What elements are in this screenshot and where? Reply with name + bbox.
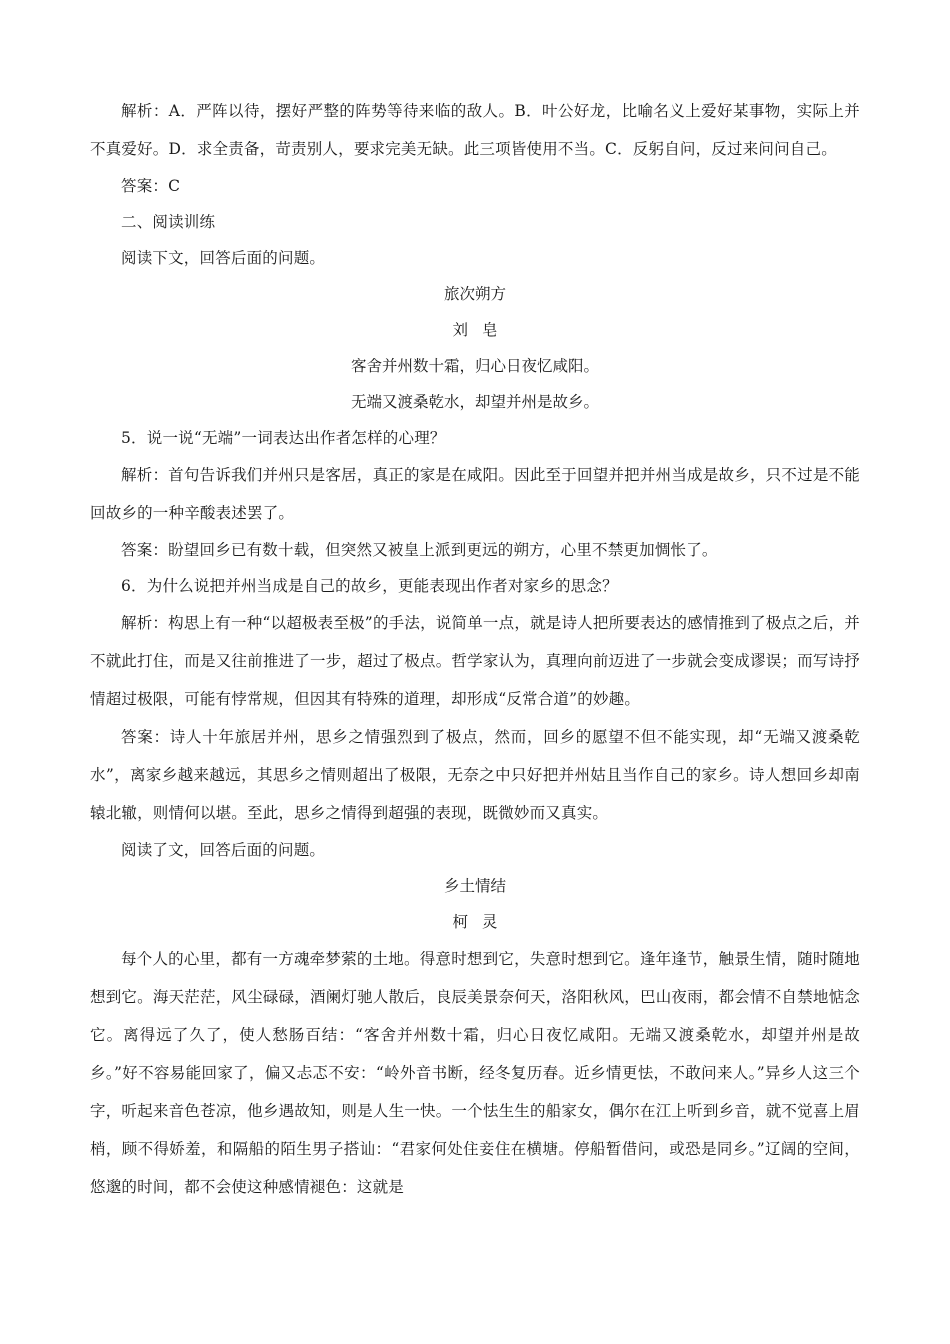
poem-line-2: 无端又渡桑乾水，却望并州是故乡。	[350, 393, 599, 411]
q6-question: 6．为什么说把并州当成是自己的故乡，更能表现出作者对家乡的思念？	[121, 577, 618, 595]
q4-analysis: 解析：A．严阵以待，摆好严整的阵势等待来临的敌人。B．叶公好龙，比喻名义上爱好某事物，实际上并不真爱好。D．求全责备，苛责别人，要求完美无缺。此三项皆使用不当。C．反躬自问，反过来问问自己。	[90, 102, 860, 158]
q5-answer: 答案：盼望回乡已有数十载，但突然又被皇上派到更远的朔方，心里不禁更加惆怅了。	[121, 541, 718, 559]
document-page	[90, 92, 860, 1206]
essay-author	[90, 904, 860, 940]
poem-line-1: 客舍并州数十霜，归心日夜忆咸阳。	[350, 357, 599, 375]
essay-body: 每个人的心里，都有一方魂牵梦萦的土地。得意时想到它，失意时想到它。逢年逢节，触景生情，随时随地想到它。海天茫茫，风尘碌碌，酒阑灯驰人散后，良辰美景奈何天，洛阳秋风，巴山夜雨，都会情不自禁地惦念它。离得远了久了，使人愁肠百结：“客舍并州数十霜，归心日夜忆咸阳。无端又渡桑乾水，却望并州是故乡。”好不容易能回家了，偏又忐忑不安：“岭外音书断，经冬复历春。近乡情更怯，不敢问来人。”异乡人这三个字，听起来音色苍凉，他乡遇故知，则是人生一快。一个怯生生的船家女，偶尔在江上听到乡音，就不觉喜上眉梢，顾不得娇羞，和隔船的陌生男子搭讪：“君家何处住妾住在横塘。停船暂借问，或恐是同乡。”辽阔的空间，悠邈的时间，都不会使这种感情褪色：这就是	[90, 950, 860, 1196]
q4-answer: 答案：C	[121, 177, 181, 195]
poem-title: 旅次朔方	[443, 285, 506, 303]
q5-question: 5．说一说“无端”一词表达出作者怎样的心理？	[121, 429, 446, 447]
reading-instruction-2: 阅读了文，回答后面的问题。	[121, 841, 326, 859]
section-title: 二、阅读训练	[121, 213, 216, 231]
poem-author-name: 刘皂	[452, 321, 512, 339]
q6-analysis: 解析：构思上有一种“以超极表至极”的手法，说简单一点，就是诗人把所要表达的感情推到了极点之后，并不就此打住，而是又往前推进了一步，超过了极点。哲学家认为，真理向前迈进了一步就会变成谬误；而写诗抒情超过极限，可能有悖常规，但因其有特殊的道理，却形成“反常合道”的妙趣。	[90, 614, 860, 708]
q5-analysis: 解析：首句告诉我们并州只是客居，真正的家是在咸阳。因此至于回望并把并州当成是故乡，只不过是不能回故乡的一种辛酸表述罢了。	[90, 466, 860, 522]
poem-author	[90, 312, 860, 348]
essay-author-name: 柯灵	[452, 913, 512, 931]
essay-title: 乡土情结	[443, 877, 506, 895]
reading-instruction-1: 阅读下文，回答后面的问题。	[121, 249, 326, 267]
q6-answer: 答案：诗人十年旅居并州，思乡之情强烈到了极点，然而，回乡的愿望不但不能实现，却“无端又渡桑乾水”，离家乡越来越远，其思乡之情则超出了极限，无奈之中只好把并州姑且当作自己的家乡。诗人想回乡却南辕北辙，则情何以堪。至此，思乡之情得到超强的表现，既微妙而又真实。	[90, 728, 860, 822]
